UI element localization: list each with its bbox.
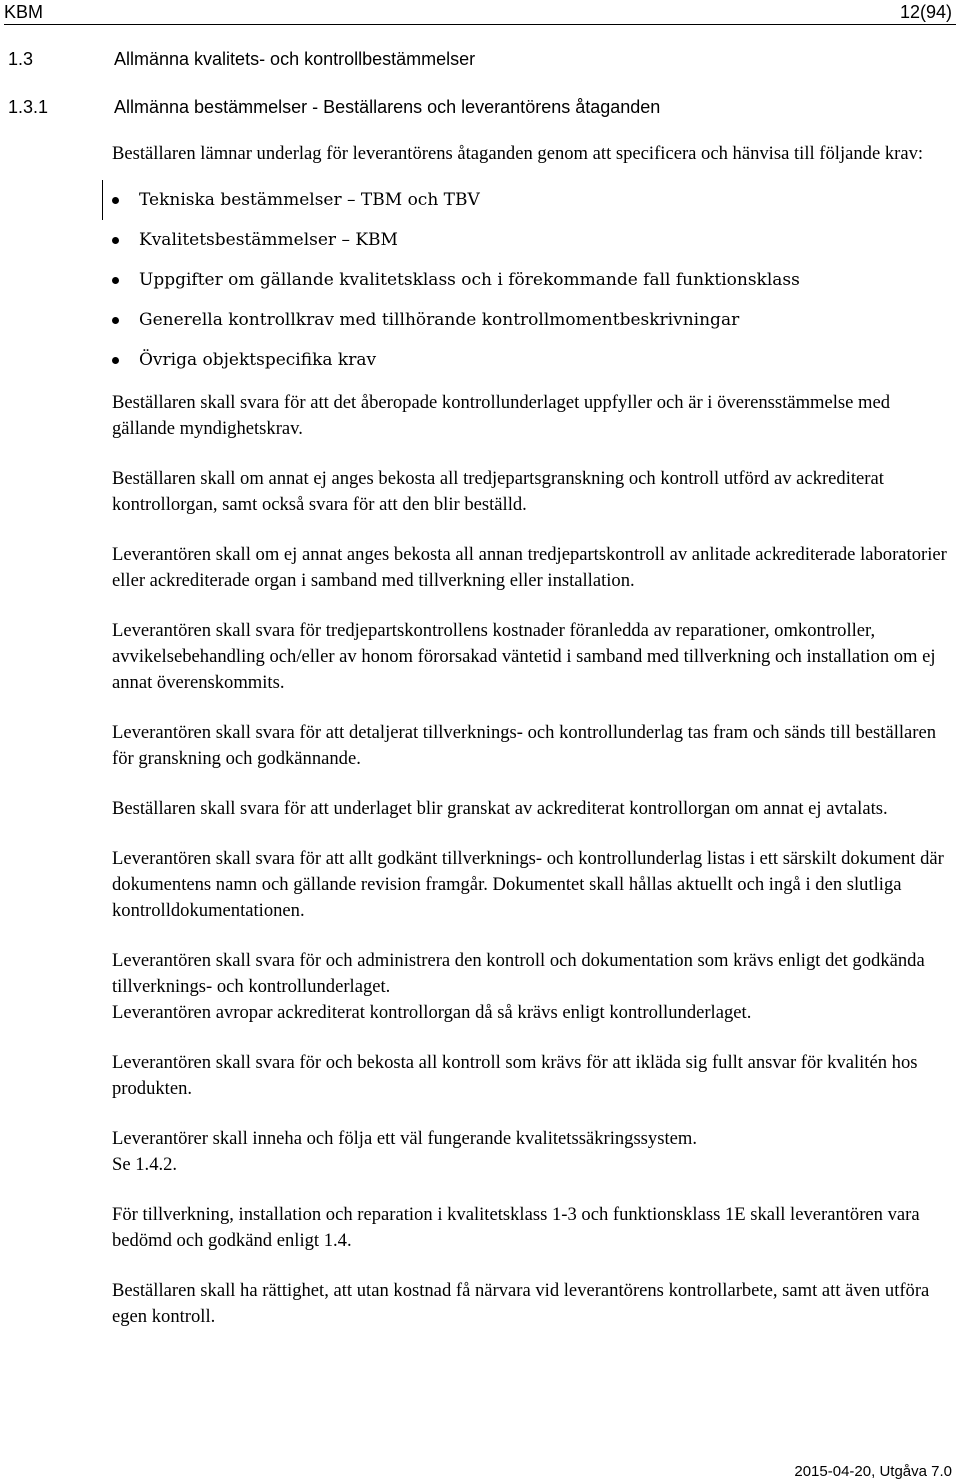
section-title: Allmänna kvalitets- och kontrollbestämmelser	[114, 49, 476, 69]
section-heading	[8, 48, 475, 70]
paragraph: Beställaren skall svara för att det åberopade kontrollunderlaget uppfyller och är i överensstämmelse med gällande myndighetskrav.	[112, 392, 891, 439]
header-rule	[4, 24, 956, 25]
requirement-list	[112, 180, 957, 380]
list-item	[112, 180, 957, 220]
paragraph: Leverantören skall svara för och bekosta all kontroll som krävs för att ikläda sig fullt ansvar för kvalitén hos produkten.	[112, 1052, 918, 1099]
paragraph: Leverantören skall svara för att allt godkänt tillverknings- och kontrollunderlag listas i ett särskilt dokument där dokumentens namn och gällande revision framgår. Dokumentet skall hållas aktuellt och ingå i den slutliga kontrolldokumentationen.	[112, 848, 944, 921]
subsection-title: Allmänna bestämmelser - Beställarens och leverantörens åtaganden	[114, 97, 661, 117]
bullet-icon	[112, 277, 119, 284]
section-number: 1.3	[8, 49, 34, 69]
header-page-number: 12(94)	[899, 2, 952, 22]
list-item	[112, 260, 957, 300]
paragraph: Beställaren skall om annat ej anges bekosta all tredjepartsgranskning och kontroll utförd av ackrediterat kontrollorgan, samt också svara för att den blir beställd.	[112, 468, 884, 515]
list-item-text: Övriga objektspecifika krav	[139, 350, 377, 370]
change-bar	[102, 180, 103, 220]
list-item-text: Tekniska bestämmelser – TBM och TBV	[139, 190, 480, 210]
intro-paragraph: Beställaren lämnar underlag för leverantörens åtaganden genom att specificera och hänvisa till följande krav:	[112, 143, 924, 164]
paragraph: Leverantören skall svara för att detaljerat tillverknings- och kontrollunderlag tas fram och sänds till beställaren för granskning och godkännande.	[112, 722, 937, 769]
list-item	[112, 340, 957, 380]
list-item	[112, 220, 957, 260]
list-item	[112, 300, 957, 340]
bullet-icon	[112, 357, 119, 364]
paragraph: Leverantören avropar ackrediterat kontrollorgan då så krävs enligt kontrollunderlaget.	[112, 1002, 752, 1023]
bullet-icon	[112, 197, 119, 204]
header-doc-code: KBM	[4, 2, 44, 22]
list-item-text: Uppgifter om gällande kvalitetsklass och i förekommande fall funktionsklass	[139, 270, 800, 290]
subsection-number: 1.3.1	[8, 97, 49, 117]
paragraph: Leverantörer skall inneha och följa ett väl fungerande kvalitetssäkringssystem.	[112, 1128, 697, 1149]
paragraph: Beställaren skall ha rättighet, att utan kostnad få närvara vid leverantörens kontrollarbete, samt att även utföra egen kontroll.	[112, 1280, 930, 1327]
subsection-heading	[8, 96, 660, 118]
bullet-icon	[112, 317, 119, 324]
list-item-text: Kvalitetsbestämmelser – KBM	[139, 230, 398, 250]
paragraph: Leverantören skall svara för och administrera den kontroll och dokumentation som krävs enligt det godkända tillverknings- och kontrollunderlaget.	[112, 950, 925, 997]
paragraph: Leverantören skall svara för tredjepartskontrollens kostnader föranledda av reparationer, omkontroller, avvikelsebehandling och/eller av honom förorsakad väntetid i samband med tillverkning och installation om ej annat överenskommits.	[112, 620, 936, 693]
paragraph: Beställaren skall svara för att underlaget blir granskat av ackrediterat kontrollorgan om annat ej avtalats.	[112, 798, 888, 819]
paragraph: Se 1.4.2.	[112, 1154, 178, 1175]
page-footer: 2015-04-20, Utgåva 7.0	[794, 1463, 952, 1480]
list-item-text: Generella kontrollkrav med tillhörande kontrollmomentbeskrivningar	[139, 310, 740, 330]
body-content	[112, 141, 957, 1354]
bullet-icon	[112, 237, 119, 244]
paragraph: Leverantören skall om ej annat anges bekosta all annan tredjepartskontroll av anlitade ackrediterade laboratorier eller ackrediterade organ i samband med tillverkning eller installation.	[112, 544, 947, 591]
paragraph: För tillverkning, installation och reparation i kvalitetsklass 1-3 och funktionsklass 1E skall leverantören vara bedömd och godkänd enligt 1.4.	[112, 1204, 920, 1251]
